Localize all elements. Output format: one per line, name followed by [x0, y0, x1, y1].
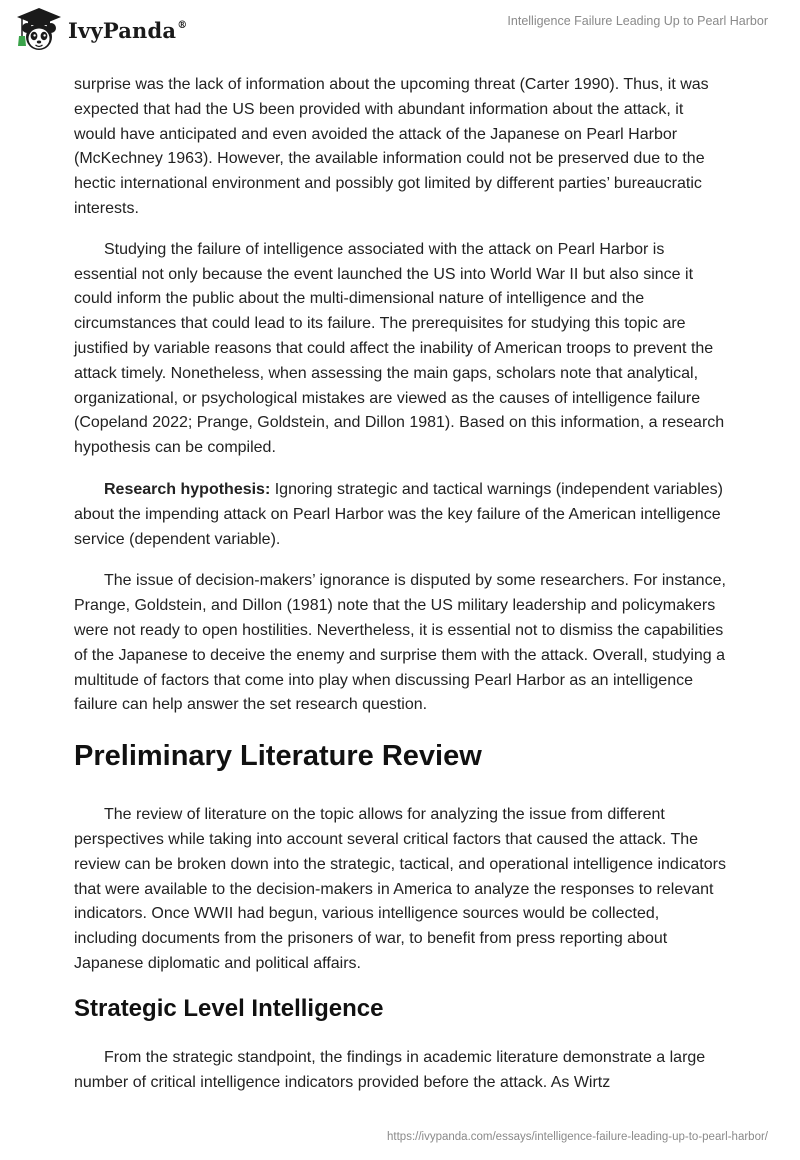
- paragraph: From the strategic standpoint, the findings in academic literature demonstrate a large number of critical intelligence indicators provided before the attack. As Wirtz: [74, 1048, 706, 1091]
- document-title: Intelligence Failure Leading Up to Pearl Harbor: [507, 14, 768, 28]
- research-hypothesis-label: Research hypothesis:: [104, 480, 271, 498]
- section-heading: Preliminary Literature Review: [74, 740, 482, 773]
- paragraph: The review of literature on the topic allows for analyzing the issue from different perspectives while taking into account several critical factors that caused the attack. The review can be broken down into the strategic, tactical, and operational intelligence indicators that were available to the decision-makers in America to analyze the responses to relevant indicators. Once WWII had begun, various intelligence sources would be collected, including documents from the prisoners of war, to benefit from press reporting about Japanese diplomatic and political affairs.: [74, 806, 726, 972]
- paragraph: surprise was the lack of information about the upcoming threat (Carter 1990). Thus, it was expected that had the US been provided with abundant information about the attack, it would have anticipated and even avoided the attack of the Japanese on Pearl Harbor (McKechney 1963). However, the available information could not be preserved due to the hectic international environment and possibly got limited by different parties’ bureaucratic interests.: [74, 76, 709, 217]
- page-header: [0, 0, 800, 70]
- source-url[interactable]: https://ivypanda.com/essays/intelligence-failure-leading-up-to-pearl-harbor/: [387, 1131, 768, 1143]
- paragraph: Studying the failure of intelligence associated with the attack on Pearl Harbor is essential not only because the event launched the US into World War II but also since it could inform the public about the multi-dimensional nature of intelligence and the circumstances that could lead to its failure. The prerequisites for studying this topic are justified by variable reasons that could affect the inability of American troops to prevent the attack timely. Nonetheless, when assessing the main gaps, scholars note that analytical, organizational, or psychological mistakes are viewed as the causes of intelligence failure (Copeland 2022; Prange, Goldstein, and Dillon 1981). Based on this information, a research hypothesis can be compiled.: [74, 240, 725, 457]
- paragraph: The issue of decision-makers’ ignorance is disputed by some researchers. For instance, Prange, Goldstein, and Dillon (1981) note that the US military leadership and policymakers were not ready to open hostilities. Nevertheless, it is essential not to dismiss the capabilities of the Japanese to deceive the enemy and surprise them with the attack. Overall, studying a multitude of factors that come into play when discussing Pearl Harbor as an intelligence failure can help answer the set research question.: [74, 572, 726, 714]
- essay-body: [74, 73, 726, 1112]
- research-hypothesis-paragraph: [74, 478, 726, 552]
- subsection-heading: Strategic Level Intelligence: [74, 994, 384, 1022]
- panda-graduate-icon: [14, 6, 64, 54]
- brand-name: IvyPanda®: [68, 17, 188, 43]
- ivypanda-logo[interactable]: [14, 6, 187, 54]
- research-hypothesis-text: Ignoring strategic and tactical warnings (independent variables) about the impending attack on Pearl Harbor was the key failure of the American intelligence service (dependent variable).: [74, 480, 723, 548]
